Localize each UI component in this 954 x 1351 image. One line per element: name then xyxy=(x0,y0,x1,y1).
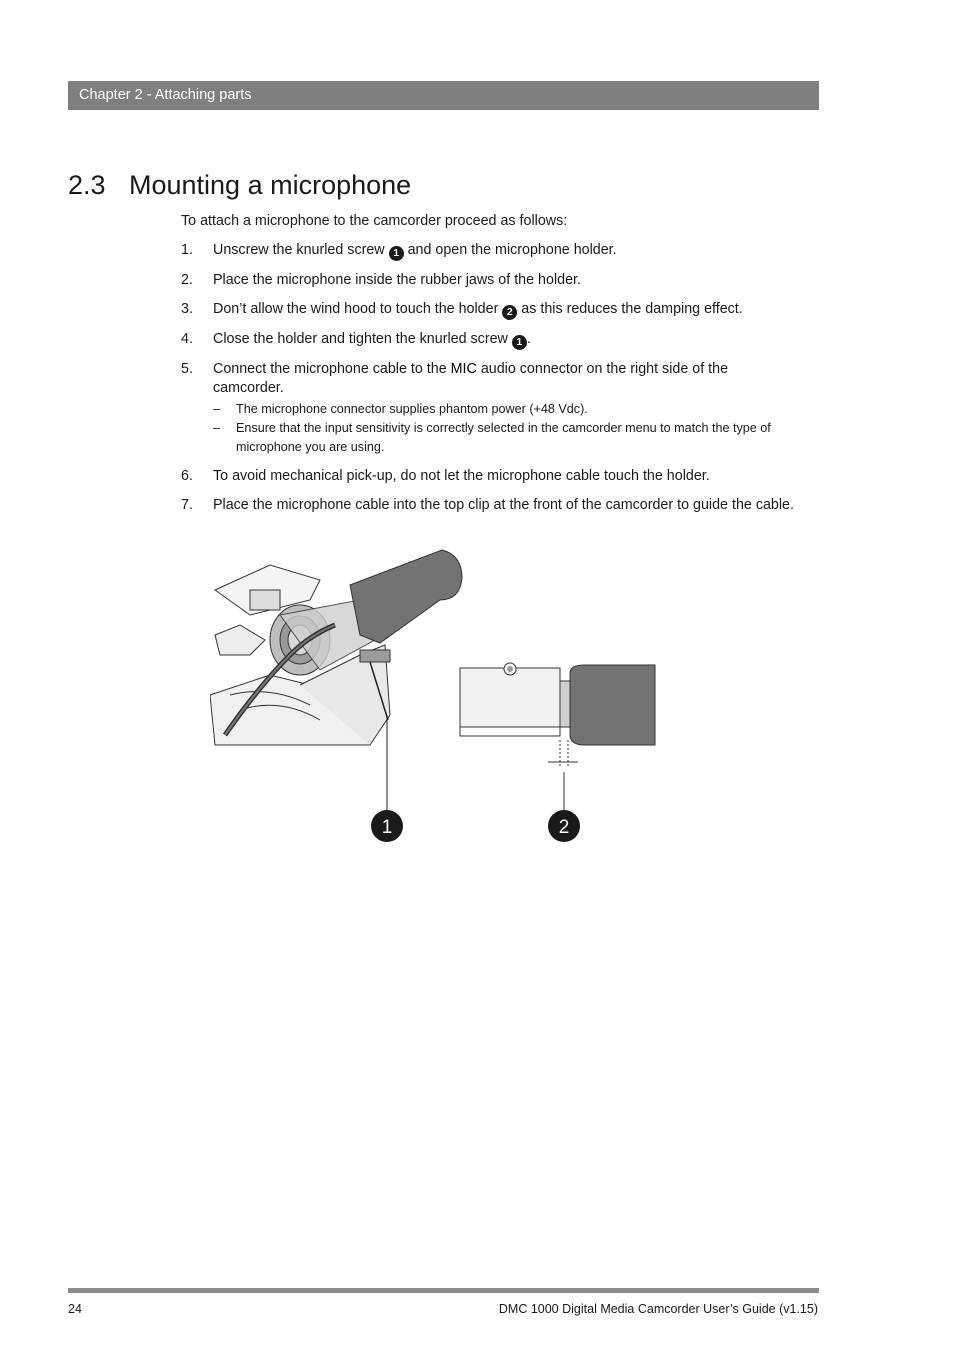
step-7 xyxy=(181,496,801,515)
step-5-notes xyxy=(213,400,801,457)
step-text: To avoid mechanical pick-up, do not let the microphone cable touch the holder. xyxy=(213,468,710,484)
sub-note-text: Ensure that the input sensitivity is correctly selected in the camcorder menu to match the type of microphone you are using. xyxy=(236,421,771,454)
sub-note xyxy=(213,419,801,457)
callout-1-label: 1 xyxy=(381,817,393,838)
chapter-title: Chapter 2 - Attaching parts xyxy=(79,87,252,103)
dash: – xyxy=(213,421,221,435)
step-number: 5. xyxy=(181,361,193,377)
step-5 xyxy=(181,360,801,457)
callout-badge: 1 xyxy=(389,246,404,261)
step-number: 7. xyxy=(181,497,193,513)
dash: – xyxy=(213,402,221,416)
step-text: Place the microphone cable into the top clip at the front of the camcorder to guide the cable. xyxy=(213,497,794,513)
step-text: Don’t allow the wind hood to touch the holder xyxy=(213,301,503,317)
mic-label: MIC xyxy=(450,361,477,377)
step-2 xyxy=(181,271,801,290)
instructions xyxy=(181,212,801,525)
step-6 xyxy=(181,467,801,486)
step-list xyxy=(181,241,801,515)
step-text: and open the microphone holder. xyxy=(403,242,617,258)
chapter-header-bar xyxy=(68,81,819,110)
step-text: Place the microphone inside the rubber jaws of the holder. xyxy=(213,272,581,288)
holder-side-view xyxy=(460,663,655,810)
microphone-mount-illustration xyxy=(210,545,660,850)
sub-note-text: The microphone connector supplies phantom power (+48 Vdc). xyxy=(236,402,588,416)
step-number: 6. xyxy=(181,468,193,484)
section-title: Mounting a microphone xyxy=(129,170,412,200)
intro-text: To attach a microphone to the camcorder proceed as follows: xyxy=(181,213,568,229)
step-text: Connect the microphone cable to the xyxy=(213,361,451,377)
step-text: audio connector on the right side of the camcorder. xyxy=(213,361,729,396)
step-3 xyxy=(181,300,801,320)
section-heading xyxy=(68,170,411,201)
step-4 xyxy=(181,330,801,350)
step-text: Close the holder and tighten the knurled screw xyxy=(213,331,512,347)
section-number: 2.3 xyxy=(68,170,106,200)
page-number: 24 xyxy=(68,1302,82,1316)
callout-2-label: 2 xyxy=(558,817,570,838)
footer-rule xyxy=(68,1288,819,1293)
callout-badge: 1 xyxy=(512,335,527,350)
wind-hood-shape xyxy=(350,550,462,643)
document-title: DMC 1000 Digital Media Camcorder User’s Guide (v1.15) xyxy=(498,1302,818,1316)
callout-badge: 2 xyxy=(502,305,517,320)
step-number: 3. xyxy=(181,301,193,317)
step-text: Unscrew the knurled screw xyxy=(213,242,389,258)
step-number: 1. xyxy=(181,242,193,258)
step-1 xyxy=(181,241,801,261)
sub-note xyxy=(213,400,801,419)
step-number: 2. xyxy=(181,272,193,288)
step-number: 4. xyxy=(181,331,193,347)
step-text: . xyxy=(526,331,531,347)
step-text: as this reduces the damping effect. xyxy=(517,301,743,317)
